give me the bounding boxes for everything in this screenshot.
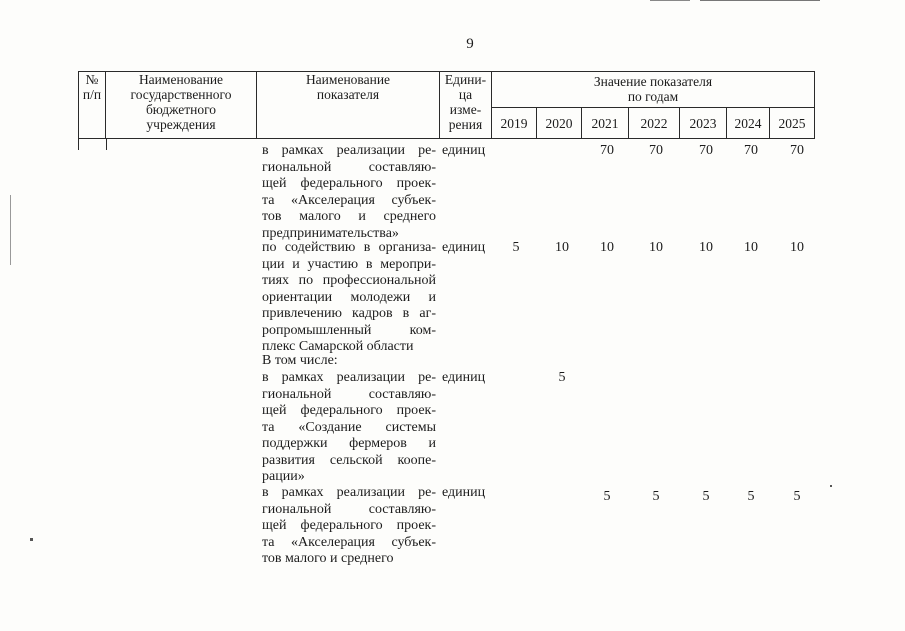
value-cell-2024: 70 [744, 143, 758, 158]
header-col-number: № п/п [79, 72, 106, 139]
indicator-name [262, 485, 436, 568]
header-year: 2022 [629, 108, 680, 139]
indicator-line: в рамках реализации ре- [262, 485, 436, 500]
value-cell-2023: 5 [702, 489, 710, 504]
indicator-line: та «Создание системы [262, 419, 436, 435]
value-cell-2023: 10 [699, 240, 713, 255]
scan-speck [700, 0, 820, 1]
indicator-line: в рамках реализации ре- [262, 370, 436, 385]
indicator-name [262, 143, 436, 242]
indicator-line: рации» [262, 469, 305, 484]
indicator-line: по содействию в организа- [262, 240, 436, 255]
header-year: 2023 [680, 108, 727, 139]
unit-cell: единиц [442, 143, 486, 158]
indicator-line: В том числе: [262, 353, 338, 368]
value-cell-2019: 5 [512, 240, 520, 255]
indicator-line: тов малого и среднего [262, 551, 394, 566]
scan-speck [830, 485, 832, 487]
value-cell-2024: 5 [747, 489, 755, 504]
value-cell-2024: 10 [744, 240, 758, 255]
value-cell-2022: 70 [649, 143, 663, 158]
indicator-line: ориентации молодежи и [262, 289, 436, 305]
value-cell-2020: 5 [558, 370, 566, 385]
value-cell-2020: 10 [555, 240, 569, 255]
header-year: 2020 [537, 108, 582, 139]
indicator-line: тов малого и среднего [262, 209, 436, 224]
header-col-indicator: Наименование показателя [257, 72, 440, 139]
indicator-line: та «Акселерация субъек- [262, 534, 436, 550]
scan-speck [650, 0, 690, 1]
header-col-institution: Наименование государственного бюджетного учреждения [106, 72, 257, 139]
indicator-line: щей федерального проек- [262, 403, 436, 418]
indicator-line: гиональной составляю- [262, 501, 436, 517]
header-col-unit: Едини- ца изме- рения [440, 72, 492, 139]
page-number: 9 [466, 36, 474, 52]
indicator-line: гиональной составляю- [262, 386, 436, 402]
value-cell-2025: 70 [790, 143, 804, 158]
header-col-values: Значение показателя по годам [492, 72, 815, 108]
indicator-name [262, 240, 436, 356]
value-cell-2025: 5 [793, 489, 801, 504]
unit-cell: единиц [442, 485, 486, 500]
indicator-line: плекс Самарской области [262, 339, 414, 354]
indicator-line: та «Акселерация субъек- [262, 192, 436, 208]
value-cell-2022: 10 [649, 240, 663, 255]
header-year: 2019 [492, 108, 537, 139]
value-cell-2025: 10 [790, 240, 804, 255]
unit-cell: единиц [442, 240, 486, 255]
value-cell-2022: 5 [652, 489, 660, 504]
indicator-line: ропромышленный ком- [262, 322, 436, 338]
indicator-line: гиональной составляю- [262, 159, 436, 175]
indicator-line: тиях по профессиональной [262, 273, 436, 288]
indicator-line: щей федерального проек- [262, 518, 436, 533]
header-year: 2024 [727, 108, 770, 139]
indicator-name [262, 370, 436, 486]
value-cell-2021: 70 [600, 143, 614, 158]
scan-speck [30, 538, 33, 541]
indicator-line: ции и участию в меропри- [262, 256, 436, 272]
unit-cell: единиц [442, 370, 486, 385]
scan-speck [10, 195, 11, 265]
indicator-line: поддержки фермеров и [262, 436, 436, 451]
indicator-line: развития сельской коопе- [262, 452, 436, 468]
indicator-line: предпринимательства» [262, 225, 399, 241]
value-cell-2023: 70 [699, 143, 713, 158]
indicator-name [262, 353, 436, 370]
header-year: 2025 [770, 108, 815, 139]
value-cell-2021: 5 [603, 489, 611, 504]
indicator-line: в рамках реализации ре- [262, 143, 436, 158]
header-year: 2021 [582, 108, 629, 139]
indicator-line: привлечению кадров в аг- [262, 306, 436, 321]
indicator-line: щей федерального проек- [262, 176, 436, 191]
value-cell-2021: 10 [600, 240, 614, 255]
